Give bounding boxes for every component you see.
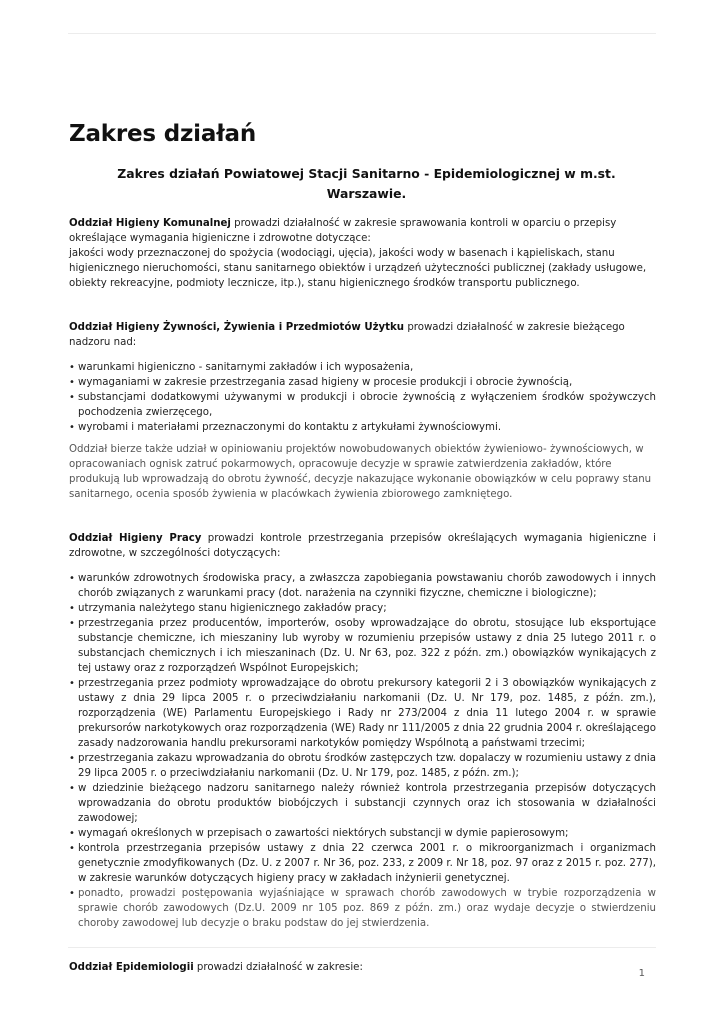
list-item: • wyrobami i materiałami przeznaczonymi do kontaktu z artykułami żywnościowymi. bbox=[78, 420, 656, 435]
page-number: 1 bbox=[638, 968, 645, 979]
list-item: • warunków zdrowotnych środowiska pracy, a zwłaszcza zapobiegania powstawaniu chorób zawodowych i innych chorób związanych z warunkami pracy (dot. narażenia na czynniki fizyczne, chemiczne i biologiczne); bbox=[78, 571, 656, 601]
section-epidemiologii-intro bbox=[69, 960, 656, 975]
page-title: Zakres działań bbox=[69, 121, 257, 147]
section-intro-text: prowadzi działalność w zakresie bieżącego nadzoru nad: bbox=[69, 322, 625, 348]
section-pracy bbox=[69, 531, 656, 931]
list-item: • substancjami dodatkowymi używanymi w produkcji i obrocie żywnością z wyłączeniem środków spożywczych pochodzenia zwierzęcego, bbox=[78, 390, 656, 420]
document-body bbox=[69, 118, 656, 975]
section-intro-text: prowadzi działalność w zakresie: bbox=[193, 962, 363, 973]
list-item: • wymagań określonych w przepisach o zawartości niektórych substancji w dymie papierosowym; bbox=[78, 826, 656, 841]
list-item: • przestrzegania przez producentów, importerów, osoby wprowadzające do obrotu, stosujące lub eksportujące substancje chemiczne, ich mieszaniny lub wyroby w rozumieniu przepisów ustawy z dnia 25 lutego 2011 r. o substancjach chemicznych i ich mieszaninach (Dz. U. Nr 63, poz. 322 z późn. zm.) obowiązków wynikających z tej ustawy oraz z rozporządzeń Wspólnot Europejskich; bbox=[78, 616, 656, 676]
list-item: • przestrzegania przez podmioty wprowadzające do obrotu prekursory kategorii 2 i 3 obowiązków wynikających z ustawy z dnia 29 lipca 2005 r. o przeciwdziałaniu narkomanii (Dz. U. Nr 179, poz. 1485, z późn. zm.), rozporządzenia (WE) Parlamentu Europejskiego i Rady nr 273/2004 z dnia 11 lutego 2004 r. w sprawie prekursorów narkotykowych oraz rozporządzenia (WE) Rady nr 111/2005 z dnia 22 grudnia 2004 r. określającego zasady nadzorowania handlu prekursorami narkotyków pomiędzy Wspólnotą a państwami trzecimi; bbox=[78, 676, 656, 751]
list-item: • w dziedzinie bieżącego nadzoru sanitarnego należy również kontrola przestrzegania przepisów dotyczących wprowadzania do obrotu produktów biobójczych i substancji czynnych oraz ich stosowania w działalności zawodowej; bbox=[78, 781, 656, 826]
section-epidemiologii bbox=[69, 960, 656, 975]
section-komunalnej bbox=[69, 216, 656, 291]
section-komunalnej-intro bbox=[69, 216, 656, 246]
section-heading: Oddział Higieny Pracy bbox=[69, 533, 202, 544]
list-item: • przestrzegania zakazu wprowadzania do obrotu środków zastępczych tzw. dopalaczy w rozumieniu ustawy z dnia 29 lipca 2005 r. o przeciwdziałaniu narkomanii (Dz. U. Nr 179, poz. 1485, z późn. zm.); bbox=[78, 751, 656, 781]
list-item: • utrzymania należytego stanu higienicznego zakładów pracy; bbox=[78, 601, 656, 616]
zywnosci-list bbox=[69, 360, 656, 435]
zywnosci-note: Oddział bierze także udział w opiniowaniu projektów nowobudowanych obiektów żywieniowo- żywnościowych, w opracowaniach ognisk zatruć pokarmowych, opracowuje decyzje w sprawie zatwierdzenia zakładów, które produkują lub wprowadzają do obrotu żywność, decyzje nakazujące wykonanie obowiązków w celu poprawy stanu sanitarnego, ocenia sposób żywienia w placówkach żywienia zbiorowego zamkniętego. bbox=[69, 444, 652, 500]
section-intro-text: prowadzi kontrole przestrzegania przepisów określających wymagania higieniczne i zdrowotne, w szczególności dotyczących: bbox=[69, 533, 656, 559]
list-item: • kontrola przestrzegania przepisów ustawy z dnia 22 czerwca 2001 r. o mikroorganizmach i organizmach genetycznie zmodyfikowanych (Dz. U. z 2007 r. Nr 36, poz. 233, z 2009 r. Nr 18, poz. 97 oraz z 2015 r. poz. 277), w zakresie warunków dotyczących higieny pracy w zakładach inżynierii genetycznej. bbox=[78, 841, 656, 886]
list-item: • warunkami higieniczno - sanitarnymi zakładów i ich wyposażenia, bbox=[78, 360, 656, 375]
pracy-list bbox=[69, 571, 656, 931]
section-heading: Oddział Higieny Żywności, Żywienia i Przedmiotów Użytku bbox=[69, 322, 405, 333]
page-subtitle: Zakres działań Powiatowej Stacji Sanitarno - Epidemiologicznej w m.st. Warszawie. bbox=[117, 166, 616, 201]
footer-divider bbox=[68, 947, 656, 948]
section-komunalnej-body: jakości wody przeznaczonej do spożycia (wodociągi, ujęcia), jakości wody w basenach i kąpieliskach, stanu higienicznego nieruchomości, stanu sanitarnego obiektów i urządzeń użyteczności publicznej (zakłady usługowe, obiekty rekreacyjne, podmioty lecznicze, itp.), stanu higienicznego środków transportu publicznego. bbox=[69, 248, 647, 289]
list-item: • wymaganiami w zakresie przestrzegania zasad higieny w procesie produkcji i obrocie żywnością, bbox=[78, 375, 656, 390]
section-zywnosci bbox=[69, 320, 656, 502]
section-heading: Oddział Epidemiologii bbox=[69, 962, 194, 973]
section-heading: Oddział Higieny Komunalnej bbox=[69, 218, 231, 229]
header-divider bbox=[68, 33, 656, 34]
list-item: • ponadto, prowadzi postępowania wyjaśniające w sprawach chorób zawodowych w trybie rozporządzenia w sprawie chorób zawodowych (Dz.U. 2009 nr 105 poz. 869 z późn. zm.) oraz wydaje decyzje o stwierdzeniu choroby zawodowej lub decyzje o braku podstaw do jej stwierdzenia. bbox=[78, 886, 656, 931]
section-intro-text: prowadzi działalność w zakresie sprawowania kontroli w oparciu o przepisy określające wymagania higieniczne i zdrowotne dotyczące: bbox=[69, 218, 617, 244]
section-pracy-intro bbox=[69, 531, 656, 561]
section-zywnosci-intro bbox=[69, 320, 656, 350]
